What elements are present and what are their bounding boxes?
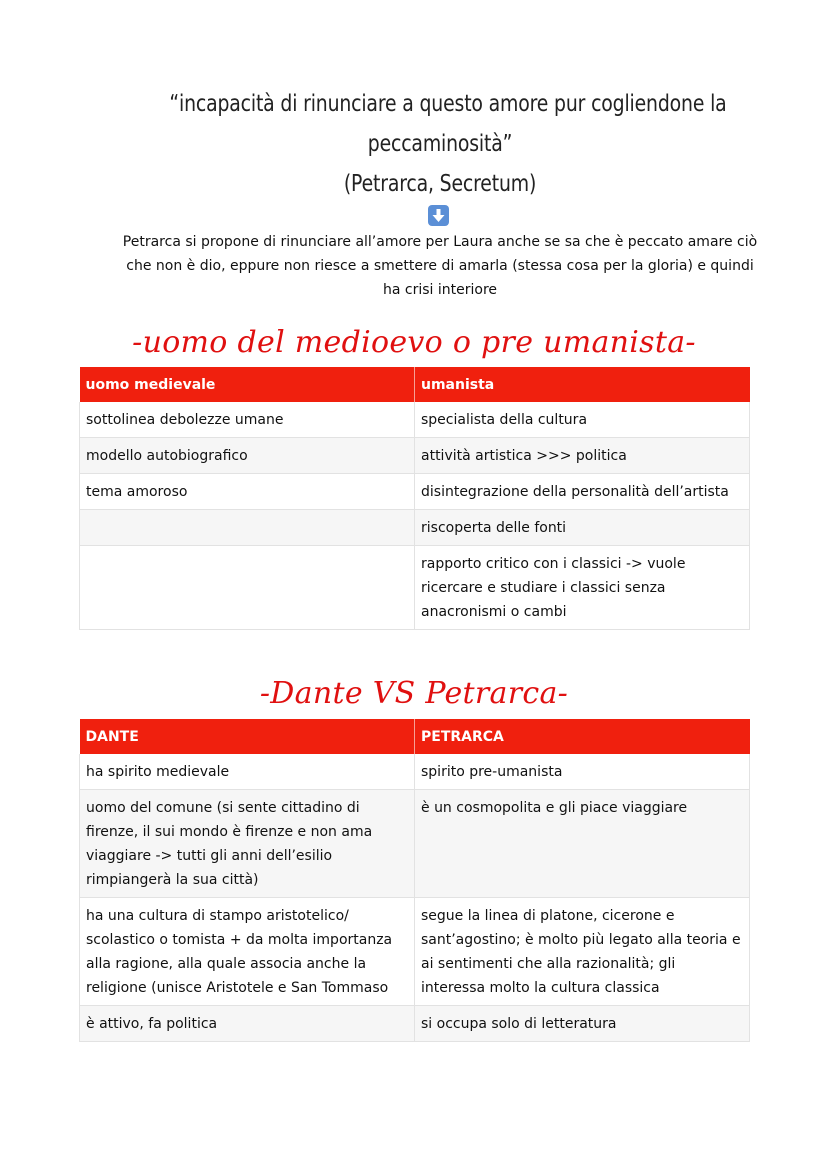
table-row [80,510,750,546]
table-row [80,438,750,474]
quote-source: (Petrarca, Secretum) [343,171,537,197]
table-medioevo-umanista [79,367,750,630]
table-row [80,790,750,898]
quote-line-1: “incapacità di rinunciare a questo amore pur cogliendone la [169,91,727,117]
column-header: uomo medievale [80,367,415,402]
quote-block [169,84,727,204]
table-cell: specialista della cultura [415,402,750,438]
table-cell: segue la linea di platone, cicerone e sant’agostino; è molto più legato alla teoria e ai sentimenti che alla razionalità; gli interessa molto la cultura classica [415,898,750,1006]
column-header: PETRARCA [415,719,750,754]
table-dante-petrarca [79,719,750,1042]
column-header: umanista [415,367,750,402]
section-title-dante-petrarca: -Dante VS Petrarca- [259,676,569,711]
table-cell: tema amoroso [80,474,415,510]
table-cell: si occupa solo di letteratura [415,1006,750,1042]
table-header-row [80,367,750,402]
table-cell: uomo del comune (si sente cittadino di firenze, il sui mondo è firenze e non ama viaggiare -> tutti gli anni dell’esilio rimpiangerà la sua città) [80,790,415,898]
quote-line-2: peccaminosità” [367,131,513,157]
table-cell: riscoperta delle fonti [415,510,750,546]
table-cell [80,546,415,630]
table-cell: sottolinea debolezze umane [80,402,415,438]
table-row [80,898,750,1006]
table-row [80,754,750,790]
table-header-row [80,719,750,754]
intro-paragraph: Petrarca si propone di rinunciare all’amore per Laura anche se sa che è peccato amare ciò che non è dio, eppure non riesce a smettere di amarla (stessa cosa per la gloria) e quindi ha crisi interiore [122,234,758,298]
table-row [80,474,750,510]
table-cell: è attivo, fa politica [80,1006,415,1042]
table-row [80,402,750,438]
table-cell: attività artistica >>> politica [415,438,750,474]
table-cell [80,510,415,546]
table-cell: è un cosmopolita e gli piace viaggiare [415,790,750,898]
table-row [80,1006,750,1042]
section-title-medioevo: -uomo del medioevo o pre umanista- [132,325,696,360]
table-cell: modello autobiografico [80,438,415,474]
table-cell: spirito pre-umanista [415,754,750,790]
table-cell: ha spirito medievale [80,754,415,790]
table-cell: ha una cultura di stampo aristotelico/ scolastico o tomista + da molta importanza alla ragione, alla quale associa anche la religione (unisce Aristotele e San Tommaso [80,898,415,1006]
down-arrow-icon [428,205,449,226]
table-cell: disintegrazione della personalità dell’artista [415,474,750,510]
table-row [80,546,750,630]
column-header: DANTE [80,719,415,754]
table-cell: rapporto critico con i classici -> vuole ricercare e studiare i classici senza anacronismi o cambi [415,546,750,630]
